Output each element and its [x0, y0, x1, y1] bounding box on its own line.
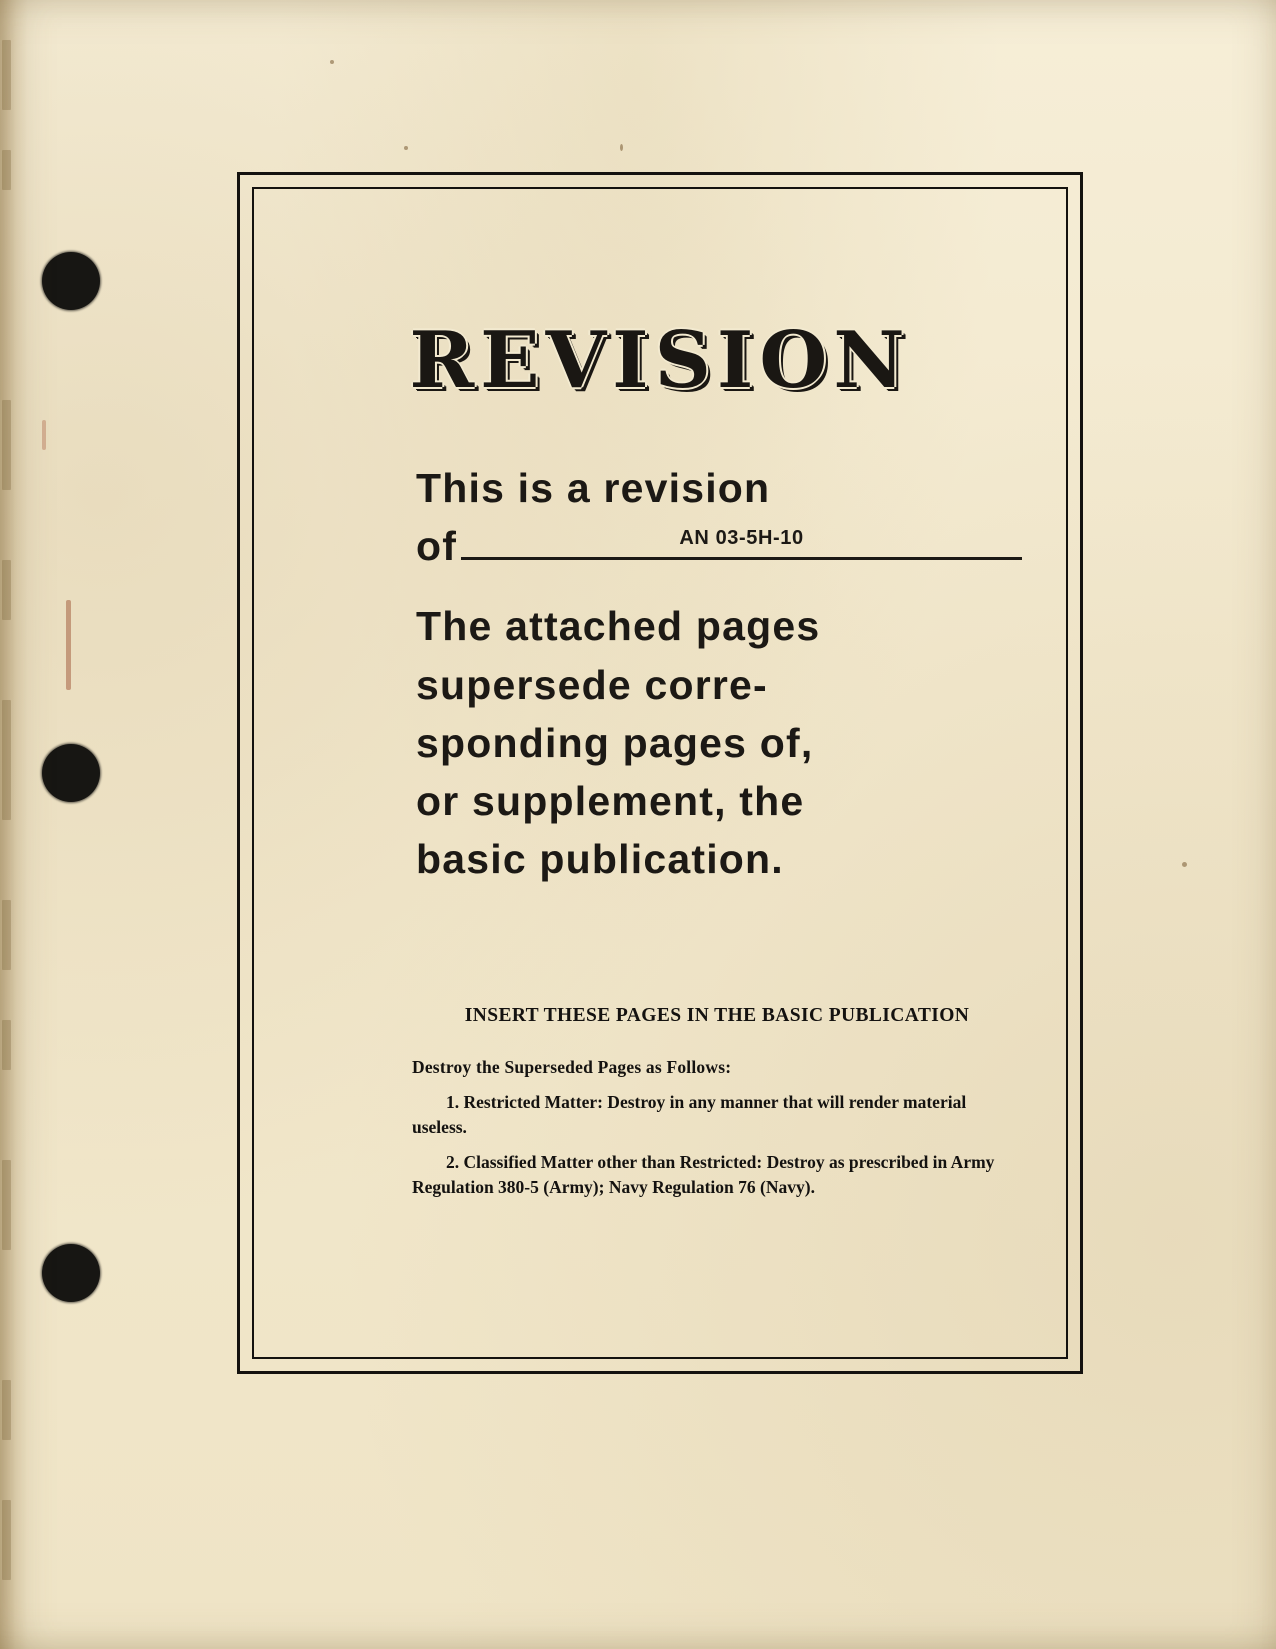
supersede-line-5: basic publication.: [416, 836, 784, 883]
revision-statement-line1: This is a revision: [416, 465, 771, 511]
supersede-paragraph: [416, 597, 1022, 888]
supersede-line-1: The attached pages: [416, 603, 821, 650]
supersede-line-2: supersede corre-: [416, 661, 768, 708]
paper-speck: [404, 146, 408, 150]
supersede-line-4: or supplement, the: [416, 778, 805, 825]
paper-speck: [330, 60, 334, 64]
supersede-line-3: sponding pages of,: [416, 719, 814, 766]
page-content: [240, 175, 1080, 1371]
revision-of-line: [416, 517, 1022, 575]
binding-edge-marks: [2, 0, 16, 1649]
punch-hole-bottom: [42, 1244, 100, 1302]
punch-hole-middle: [42, 744, 100, 802]
paper-speck: [1182, 862, 1187, 867]
revision-statement: [416, 459, 1022, 889]
page-title: REVISION: [409, 315, 911, 406]
of-label: of: [416, 523, 458, 570]
destruction-notice: [412, 1005, 1022, 1209]
paper-speck: [620, 144, 623, 151]
decorative-border: [237, 172, 1083, 1374]
publication-number-field: [461, 523, 1022, 560]
notice-item-2: 2. Classified Matter other than Restricted: Destroy as prescribed in Army Regulation 380-5 (Army); Navy Regulation 76 (Navy).: [412, 1151, 995, 1197]
notice-item-1: 1. Restricted Matter: Destroy in any manner that will render material useless.: [412, 1092, 967, 1137]
punch-hole-top: [42, 252, 100, 310]
binding-edge-shading: [0, 0, 28, 1649]
notice-subheading: Destroy the Superseded Pages as Follows:: [412, 1057, 732, 1077]
publication-number: AN 03-5H-10: [679, 526, 804, 549]
paper-speck: [42, 420, 46, 450]
paper-speck: [66, 600, 71, 690]
notice-heading: INSERT THESE PAGES IN THE BASIC PUBLICATION: [464, 1005, 970, 1026]
